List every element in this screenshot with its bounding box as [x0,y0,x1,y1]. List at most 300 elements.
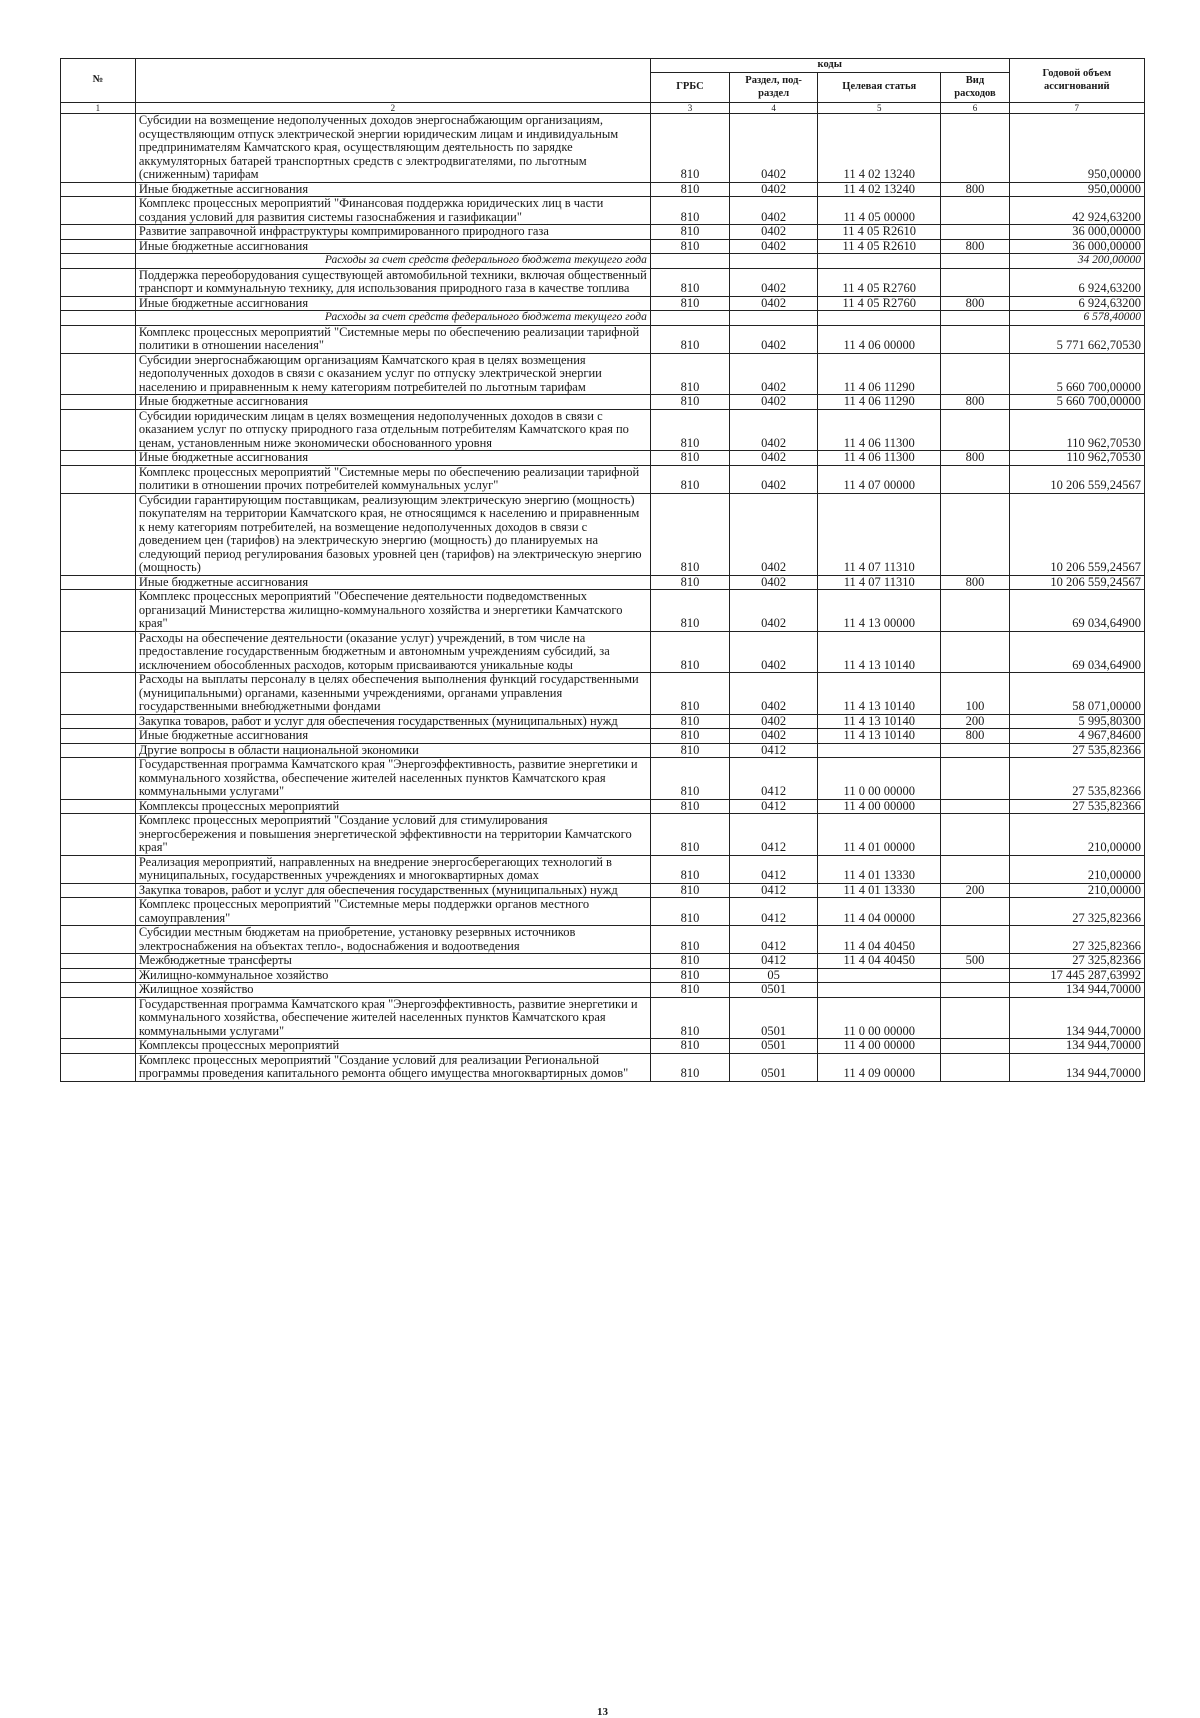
row-grbs-cell [650,311,729,326]
table-row [61,395,1145,410]
row-number-cell [61,296,136,311]
row-target-cell: 11 4 07 00000 [818,465,941,493]
row-grbs-cell: 810 [650,465,729,493]
row-grbs-cell: 810 [650,296,729,311]
row-number-cell [61,325,136,353]
federal-budget-row [61,254,1145,269]
row-grbs-cell: 810 [650,898,729,926]
row-section-cell: 0412 [730,883,818,898]
row-expense-type-cell [941,465,1009,493]
row-name-cell: Комплекс процессных мероприятий "Системные меры по обеспечению реализации тарифной политики в отношении населения" [135,325,650,353]
row-amount-cell: 134 944,70000 [1009,997,1144,1039]
row-target-cell [818,311,941,326]
row-target-cell: 11 4 13 10140 [818,729,941,744]
row-name-cell: Иные бюджетные ассигнования [135,451,650,466]
row-amount-cell: 10 206 559,24567 [1009,575,1144,590]
row-amount-cell: 6 924,63200 [1009,296,1144,311]
row-name-cell: Расходы на обеспечение деятельности (оказание услуг) учреждений, в том числе на предоставление государственным бюджетным и автономным учреждениям субсидий, за исключением обособленных расходов, которым присваиваются уникальные коды [135,631,650,673]
row-number-cell [61,239,136,254]
row-target-cell: 11 4 04 40450 [818,926,941,954]
table-row [61,451,1145,466]
row-amount-cell: 69 034,64900 [1009,590,1144,632]
row-expense-type-cell [941,968,1009,983]
row-target-cell: 11 4 05 R2760 [818,268,941,296]
row-number-cell [61,926,136,954]
table-row [61,409,1145,451]
row-name-cell: Иные бюджетные ассигнования [135,182,650,197]
row-grbs-cell: 810 [650,983,729,998]
row-grbs-cell: 810 [650,239,729,254]
row-expense-type-cell [941,631,1009,673]
table-row [61,898,1145,926]
row-grbs-cell: 810 [650,883,729,898]
table-row [61,493,1145,575]
row-grbs-cell: 810 [650,814,729,856]
row-amount-cell: 210,00000 [1009,814,1144,856]
row-expense-type-cell: 800 [941,575,1009,590]
row-section-cell: 0402 [730,575,818,590]
row-section-cell: 0501 [730,1053,818,1081]
row-number-cell [61,883,136,898]
row-number-cell [61,225,136,240]
row-expense-type-cell [941,493,1009,575]
table-row [61,353,1145,395]
row-target-cell: 11 4 13 10140 [818,714,941,729]
row-amount-cell: 27 325,82366 [1009,898,1144,926]
row-grbs-cell: 810 [650,1039,729,1054]
row-target-cell: 11 4 05 R2760 [818,296,941,311]
row-grbs-cell: 810 [650,997,729,1039]
row-name-cell: Иные бюджетные ассигнования [135,729,650,744]
row-expense-type-cell: 500 [941,954,1009,969]
row-name-cell: Субсидии на возмещение недополученных доходов энергоснабжающим организациям, осуществляющим отпуск электрической энергии юридическим лицам и индивидуальным предпринимателям Камчатского края, осуществляющим деятельность по зарядке аккумуляторных батарей транспортных средств с электродвигателями, по льготным (сниженным) тарифам [135,114,650,183]
row-section-cell: 0402 [730,325,818,353]
row-target-cell: 11 4 01 13330 [818,855,941,883]
row-section-cell: 05 [730,968,818,983]
row-section-cell: 0412 [730,855,818,883]
table-row [61,799,1145,814]
row-amount-cell: 10 206 559,24567 [1009,493,1144,575]
row-number-cell [61,968,136,983]
row-section-cell: 0402 [730,729,818,744]
row-amount-cell: 17 445 287,63992 [1009,968,1144,983]
row-number-cell [61,743,136,758]
col-number: 6 [941,103,1009,114]
row-number-cell [61,954,136,969]
row-target-cell: 11 4 06 11290 [818,395,941,410]
row-expense-type-cell [941,997,1009,1039]
row-target-cell: 11 0 00 00000 [818,997,941,1039]
row-amount-cell: 27 535,82366 [1009,743,1144,758]
row-target-cell [818,983,941,998]
row-number-cell [61,758,136,800]
row-number-cell [61,855,136,883]
row-expense-type-cell [941,268,1009,296]
row-name-cell: Комплекс процессных мероприятий "Обеспечение деятельности подведомственных организаций Министерства жилищно-коммунального хозяйства и энергетики Камчатского края" [135,590,650,632]
row-grbs-cell: 810 [650,855,729,883]
row-target-cell: 11 4 05 R2610 [818,239,941,254]
table-row [61,954,1145,969]
row-amount-cell: 134 944,70000 [1009,1053,1144,1081]
col-number: 5 [818,103,941,114]
header-section: Раздел, под-раздел [730,73,818,103]
header-name-blank [135,59,650,103]
row-target-cell: 11 4 09 00000 [818,1053,941,1081]
row-number-cell [61,254,136,269]
row-expense-type-cell [941,743,1009,758]
row-number-cell [61,451,136,466]
row-grbs-cell: 810 [650,409,729,451]
row-number-cell [61,714,136,729]
row-section-cell: 0402 [730,225,818,240]
row-name-cell: Развитие заправочной инфраструктуры компримированного природного газа [135,225,650,240]
row-section-cell [730,254,818,269]
row-amount-cell: 27 325,82366 [1009,954,1144,969]
row-target-cell: 11 4 13 10140 [818,631,941,673]
row-expense-type-cell: 100 [941,673,1009,715]
row-expense-type-cell [941,926,1009,954]
row-target-cell: 11 4 07 11310 [818,575,941,590]
row-expense-type-cell [941,799,1009,814]
row-number-cell [61,590,136,632]
row-section-cell: 0402 [730,353,818,395]
row-section-cell: 0402 [730,239,818,254]
row-name-cell: Комплекс процессных мероприятий "Финансовая поддержка юридических лиц в части создания условий для развития системы газоснабжения и газификации" [135,197,650,225]
col-number: 2 [135,103,650,114]
row-name-cell: Субсидии энергоснабжающим организациям Камчатского края в целях возмещения недополученных доходов в связи с оказанием услуг по отпуску электрической энергии населению и приравненным к нему категориям потребителей по льготным тарифам [135,353,650,395]
row-amount-cell: 950,00000 [1009,182,1144,197]
row-amount-cell: 210,00000 [1009,855,1144,883]
row-amount-cell: 69 034,64900 [1009,631,1144,673]
row-section-cell: 0402 [730,493,818,575]
row-section-cell: 0402 [730,590,818,632]
row-number-cell [61,395,136,410]
row-name-cell: Расходы за счет средств федерального бюджета текущего года [135,311,650,326]
row-grbs-cell: 810 [650,631,729,673]
row-amount-cell: 27 535,82366 [1009,799,1144,814]
table-row [61,673,1145,715]
row-expense-type-cell [941,114,1009,183]
row-number-cell [61,983,136,998]
row-section-cell: 0402 [730,395,818,410]
row-grbs-cell: 810 [650,799,729,814]
table-row [61,239,1145,254]
row-name-cell: Комплекс процессных мероприятий "Создание условий для стимулирования энергосбережения и повышения энергетической эффективности на территории Камчатского края" [135,814,650,856]
row-expense-type-cell: 800 [941,395,1009,410]
row-section-cell: 0412 [730,898,818,926]
row-name-cell: Государственная программа Камчатского края "Энергоэффективность, развитие энергетики и коммунального хозяйства, обеспечение жителей населенных пунктов Камчатского края коммунальными услугами" [135,758,650,800]
federal-budget-row [61,311,1145,326]
row-expense-type-cell [941,197,1009,225]
row-name-cell: Жилищное хозяйство [135,983,650,998]
row-section-cell: 0412 [730,954,818,969]
row-target-cell: 11 4 06 11300 [818,409,941,451]
row-expense-type-cell [941,898,1009,926]
row-name-cell: Государственная программа Камчатского края "Энергоэффективность, развитие энергетики и коммунального хозяйства, обеспечение жителей населенных пунктов Камчатского края коммунальными услугами" [135,997,650,1039]
table-row [61,631,1145,673]
table-row [61,590,1145,632]
row-grbs-cell: 810 [650,268,729,296]
row-grbs-cell: 810 [650,968,729,983]
row-target-cell: 11 4 06 00000 [818,325,941,353]
row-amount-cell: 10 206 559,24567 [1009,465,1144,493]
table-row [61,1039,1145,1054]
row-section-cell: 0501 [730,983,818,998]
row-amount-cell: 950,00000 [1009,114,1144,183]
row-expense-type-cell: 800 [941,182,1009,197]
row-grbs-cell: 810 [650,954,729,969]
row-section-cell: 0402 [730,714,818,729]
row-grbs-cell: 810 [650,743,729,758]
row-section-cell: 0402 [730,296,818,311]
col-number: 4 [730,103,818,114]
row-grbs-cell: 810 [650,575,729,590]
row-name-cell: Субсидии гарантирующим поставщикам, реализующим электрическую энергию (мощность) покупателям на территории Камчатского края, не относящимся к населению и приравненным к нему категориям потребителей, на возмещение недополученных доходов в связи с доведением цен (тарифов) на электрическую энергию (мощность) до планируемых на следующий период регулирования базовых уровней цен (тарифов) на электрическую энергию (мощность) [135,493,650,575]
table-row [61,814,1145,856]
row-name-cell: Закупка товаров, работ и услуг для обеспечения государственных (муниципальных) нужд [135,714,650,729]
row-amount-cell: 5 995,80300 [1009,714,1144,729]
row-grbs-cell: 810 [650,493,729,575]
table-row [61,968,1145,983]
header-codes: коды [650,59,1009,73]
row-expense-type-cell [941,225,1009,240]
row-grbs-cell: 810 [650,590,729,632]
row-name-cell: Субсидии местным бюджетам на приобретение, установку резервных источников электроснабжения на объектах тепло-, водоснабжения и водоотведения [135,926,650,954]
table-row [61,729,1145,744]
table-body [61,114,1145,1082]
row-name-cell: Комплексы процессных мероприятий [135,1039,650,1054]
table-row [61,268,1145,296]
row-expense-type-cell [941,409,1009,451]
row-amount-cell: 6 924,63200 [1009,268,1144,296]
row-expense-type-cell: 800 [941,451,1009,466]
col-number: 3 [650,103,729,114]
row-number-cell [61,673,136,715]
row-amount-cell: 36 000,00000 [1009,239,1144,254]
row-number-cell [61,493,136,575]
row-grbs-cell: 810 [650,325,729,353]
row-grbs-cell: 810 [650,395,729,410]
row-target-cell: 11 4 04 00000 [818,898,941,926]
row-section-cell: 0412 [730,926,818,954]
row-name-cell: Иные бюджетные ассигнования [135,296,650,311]
row-amount-cell: 27 535,82366 [1009,758,1144,800]
row-grbs-cell: 810 [650,197,729,225]
row-grbs-cell: 810 [650,1053,729,1081]
row-expense-type-cell [941,311,1009,326]
row-target-cell: 11 4 02 13240 [818,114,941,183]
row-amount-cell: 4 967,84600 [1009,729,1144,744]
row-amount-cell: 210,00000 [1009,883,1144,898]
row-amount-cell: 58 071,00000 [1009,673,1144,715]
row-expense-type-cell [941,1039,1009,1054]
row-number-cell [61,182,136,197]
row-section-cell: 0412 [730,799,818,814]
row-section-cell: 0412 [730,743,818,758]
row-number-cell [61,311,136,326]
row-section-cell: 0402 [730,673,818,715]
table-row [61,182,1145,197]
row-expense-type-cell: 200 [941,883,1009,898]
row-target-cell: 11 4 01 13330 [818,883,941,898]
row-target-cell: 11 4 01 00000 [818,814,941,856]
row-name-cell: Комплекс процессных мероприятий "Системные меры поддержки органов местного самоуправления" [135,898,650,926]
row-target-cell: 11 4 13 10140 [818,673,941,715]
row-section-cell: 0402 [730,268,818,296]
row-number-cell [61,729,136,744]
row-expense-type-cell [941,590,1009,632]
row-target-cell: 11 4 06 11300 [818,451,941,466]
header-number: № [61,59,136,103]
row-section-cell: 0402 [730,451,818,466]
row-section-cell: 0402 [730,114,818,183]
row-amount-cell: 27 325,82366 [1009,926,1144,954]
table-row [61,296,1145,311]
row-target-cell: 11 0 00 00000 [818,758,941,800]
row-grbs-cell: 810 [650,926,729,954]
row-target-cell: 11 4 05 R2610 [818,225,941,240]
row-number-cell [61,898,136,926]
row-number-cell [61,1053,136,1081]
row-grbs-cell: 810 [650,673,729,715]
row-amount-cell: 110 962,70530 [1009,409,1144,451]
row-expense-type-cell [941,325,1009,353]
table-row [61,114,1145,183]
row-target-cell: 11 4 00 00000 [818,799,941,814]
row-name-cell: Расходы за счет средств федерального бюджета текущего года [135,254,650,269]
header-expense-type: Вид расходов [941,73,1009,103]
row-target-cell [818,743,941,758]
table-row [61,575,1145,590]
table-row [61,225,1145,240]
row-amount-cell: 42 924,63200 [1009,197,1144,225]
col-number: 7 [1009,103,1144,114]
row-number-cell [61,575,136,590]
row-expense-type-cell [941,1053,1009,1081]
row-grbs-cell: 810 [650,182,729,197]
row-expense-type-cell: 800 [941,296,1009,311]
row-name-cell: Закупка товаров, работ и услуг для обеспечения государственных (муниципальных) нужд [135,883,650,898]
row-target-cell [818,968,941,983]
row-amount-cell: 5 771 662,70530 [1009,325,1144,353]
table-row [61,983,1145,998]
table-row [61,325,1145,353]
row-name-cell: Иные бюджетные ассигнования [135,575,650,590]
row-grbs-cell: 810 [650,353,729,395]
row-number-cell [61,268,136,296]
row-number-cell [61,631,136,673]
table-row [61,714,1145,729]
row-section-cell: 0412 [730,758,818,800]
table-row [61,926,1145,954]
row-name-cell: Межбюджетные трансферты [135,954,650,969]
row-grbs-cell: 810 [650,729,729,744]
budget-allocation-table [60,58,1145,1082]
row-expense-type-cell [941,353,1009,395]
table-row [61,997,1145,1039]
table-row [61,197,1145,225]
row-amount-cell: 5 660 700,00000 [1009,395,1144,410]
row-amount-cell: 6 578,40000 [1009,311,1144,326]
row-section-cell: 0402 [730,197,818,225]
row-amount-cell: 110 962,70530 [1009,451,1144,466]
row-name-cell: Реализация мероприятий, направленных на внедрение энергосберегающих технологий в муниципальных, государственных учреждениях и многоквартирных домах [135,855,650,883]
row-number-cell [61,197,136,225]
row-number-cell [61,409,136,451]
row-grbs-cell [650,254,729,269]
row-grbs-cell: 810 [650,758,729,800]
row-number-cell [61,814,136,856]
row-section-cell: 0501 [730,1039,818,1054]
header-annual-amount: Годовой объем ассигнований [1009,59,1144,103]
table-row [61,883,1145,898]
row-name-cell: Расходы на выплаты персоналу в целях обеспечения выполнения функций государственными (муниципальными) органами, казенными учреждениями, органами управления государственными внебюджетными фондами [135,673,650,715]
row-target-cell: 11 4 04 40450 [818,954,941,969]
row-amount-cell: 5 660 700,00000 [1009,353,1144,395]
row-section-cell: 0402 [730,631,818,673]
row-name-cell: Комплекс процессных мероприятий "Создание условий для реализации Региональной программы проведения капитального ремонта общего имущества многоквартирных домов" [135,1053,650,1081]
row-target-cell: 11 4 06 11290 [818,353,941,395]
row-target-cell: 11 4 13 00000 [818,590,941,632]
row-name-cell: Комплексы процессных мероприятий [135,799,650,814]
row-target-cell: 11 4 07 11310 [818,493,941,575]
page-number: 13 [597,1706,608,1718]
budget-table-page [60,58,1145,1718]
row-name-cell: Субсидии юридическим лицам в целях возмещения недополученных доходов в связи с оказанием услуг по отпуску природного газа отдельным потребителям Камчатского края по ценам, установленным ниже экономически обоснованного уровня [135,409,650,451]
row-grbs-cell: 810 [650,451,729,466]
row-number-cell [61,1039,136,1054]
row-section-cell [730,311,818,326]
header-target: Целевая статья [818,73,941,103]
table-row [61,1053,1145,1081]
row-target-cell: 11 4 02 13240 [818,182,941,197]
row-name-cell: Комплекс процессных мероприятий "Системные меры по обеспечению реализации тарифной политики в отношении прочих потребителей коммунальных услуг" [135,465,650,493]
row-expense-type-cell [941,855,1009,883]
row-expense-type-cell: 800 [941,239,1009,254]
row-name-cell: Поддержка переоборудования существующей автомобильной техники, включая общественный транспорт и коммунальную технику, для использования природного газа в качестве топлива [135,268,650,296]
row-section-cell: 0501 [730,997,818,1039]
row-name-cell: Жилищно-коммунальное хозяйство [135,968,650,983]
row-expense-type-cell [941,758,1009,800]
row-target-cell: 11 4 00 00000 [818,1039,941,1054]
row-section-cell: 0412 [730,814,818,856]
table-row [61,743,1145,758]
row-expense-type-cell [941,983,1009,998]
row-amount-cell: 134 944,70000 [1009,983,1144,998]
row-amount-cell: 36 000,00000 [1009,225,1144,240]
col-number: 1 [61,103,136,114]
row-amount-cell: 34 200,00000 [1009,254,1144,269]
row-expense-type-cell: 800 [941,729,1009,744]
row-number-cell [61,353,136,395]
row-number-cell [61,799,136,814]
row-name-cell: Иные бюджетные ассигнования [135,239,650,254]
row-target-cell [818,254,941,269]
row-grbs-cell: 810 [650,225,729,240]
row-name-cell: Иные бюджетные ассигнования [135,395,650,410]
table-header [61,59,1145,114]
row-number-cell [61,997,136,1039]
table-row [61,465,1145,493]
row-section-cell: 0402 [730,182,818,197]
row-amount-cell: 134 944,70000 [1009,1039,1144,1054]
row-target-cell: 11 4 05 00000 [818,197,941,225]
row-section-cell: 0402 [730,409,818,451]
row-section-cell: 0402 [730,465,818,493]
row-expense-type-cell [941,814,1009,856]
row-number-cell [61,465,136,493]
table-row [61,758,1145,800]
